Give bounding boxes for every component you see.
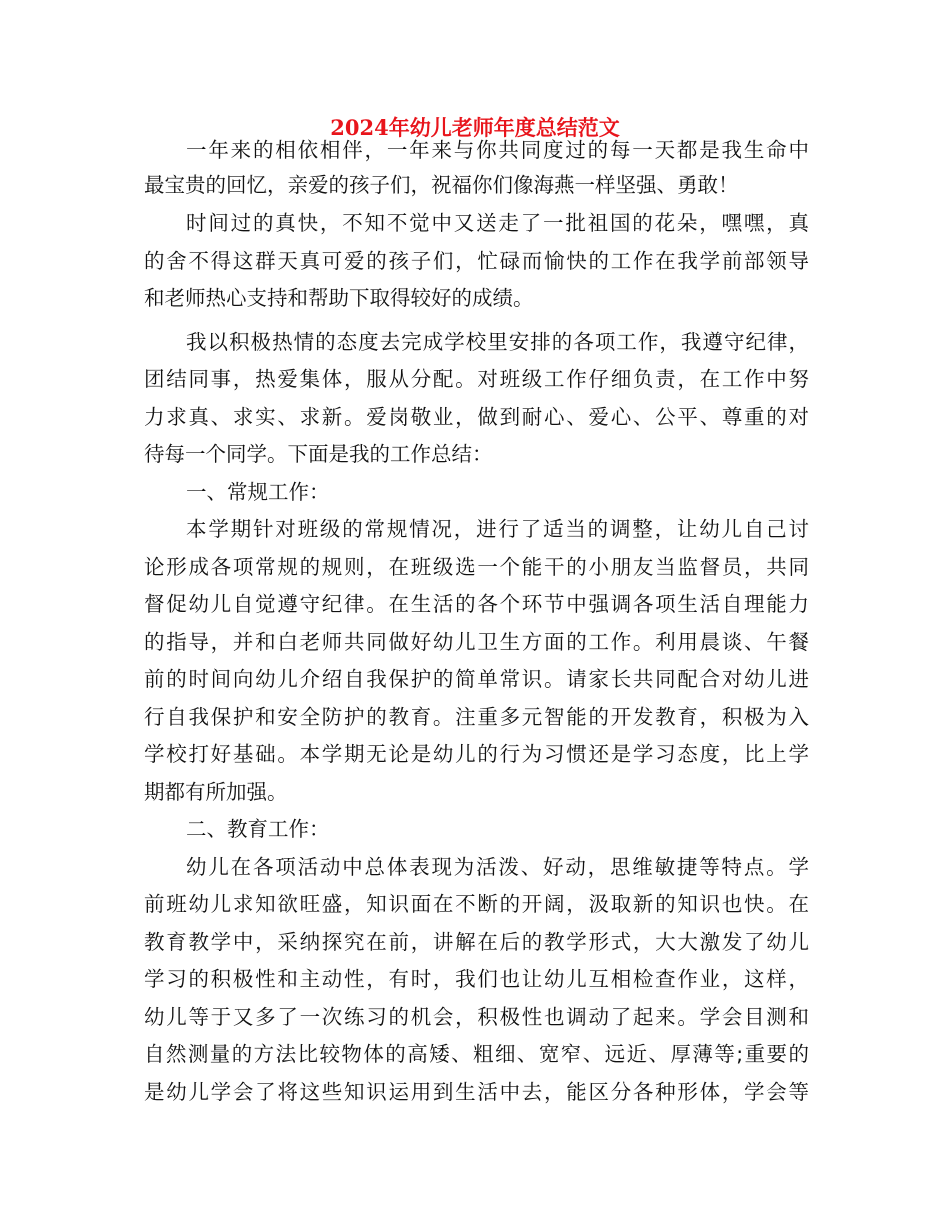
text-line: 幼儿等于又多了一次练习的机会，积极性也调动了起来。学会目测和: [144, 1004, 809, 1029]
text-line: 和老师热心支持和帮助下取得较好的成绩。: [144, 286, 534, 310]
text-line: 学校打好基础。本学期无论是幼儿的行为习惯还是学习态度，比上学: [144, 742, 809, 766]
text-line: 前班幼儿求知欲旺盛，知识面在不断的开阔，汲取新的知识也快。在: [144, 892, 809, 916]
paragraph: [144, 849, 809, 1112]
paragraph: [144, 133, 809, 203]
text-line: 的指导，并和白老师共同做好幼儿卫生方面的工作。利用晨谈、午餐: [144, 629, 809, 654]
text-line: 期都有所加强。: [144, 779, 288, 804]
text-line: 的舍不得这群天真可爱的孩子们，忙碌而愉快的工作在我学前部领导: [144, 248, 809, 273]
text-line: 前的时间向幼儿介绍自我保护的简单常识。请家长共同配合对幼儿进: [144, 667, 809, 691]
text-line: 二、教育工作：: [186, 817, 330, 841]
section-heading: [144, 474, 809, 512]
text-line: 督促幼儿自觉遵守纪律。在生活的各个环节中强调各项生活自理能力: [144, 592, 809, 616]
text-line: 教育教学中，采纳探究在前，讲解在后的教学形式，大大激发了幼儿: [144, 929, 809, 954]
text-line: 论形成各项常规的规则，在班级选一个能干的小朋友当监督员，共同: [144, 554, 809, 579]
paragraph: [144, 205, 809, 318]
text-line: 本学期针对班级的常规情况，进行了适当的调整，让幼儿自己讨: [186, 517, 809, 541]
text-line: 幼儿在各项活动中总体表现为活泼、好动，思维敏捷等特点。学: [186, 854, 809, 879]
text-line: 是幼儿学会了将这些知识运用到生活中去，能区分各种形体，学会等: [144, 1079, 809, 1104]
text-line: 一年来的相依相伴，一年来与你共同度过的每一天都是我生命中: [186, 138, 809, 162]
document-body: [144, 133, 809, 1111]
text-line: 行自我保护和安全防护的教育。注重多元智能的开发教育，积极为入: [144, 704, 809, 729]
document-title: 2024年幼儿老师年度总结范文: [330, 115, 620, 140]
section-heading: [144, 811, 809, 849]
text-line: 一、常规工作：: [186, 479, 330, 504]
text-line: 自然测量的方法比较物体的高矮、粗细、宽窄、远近、厚薄等;重要的: [144, 1042, 809, 1066]
text-line: 时间过的真快，不知不觉中又送走了一批祖国的花朵，嘿嘿，真: [186, 211, 809, 235]
text-line: 力求真、求实、求新。爱岗敬业，做到耐心、爱心、公平、尊重的对: [144, 404, 809, 429]
text-line: 最宝贵的回忆，亲爱的孩子们，祝福你们像海燕一样坚强、勇敢！: [144, 173, 739, 197]
text-line: 学习的积极性和主动性，有时，我们也让幼儿互相检查作业，这样，: [144, 967, 809, 991]
text-line: 团结同事，热爱集体，服从分配。对班级工作仔细负责，在工作中努: [144, 367, 809, 391]
text-line: 我以积极热情的态度去完成学校里安排的各项工作，我遵守纪律，: [186, 329, 809, 354]
text-line: 待每一个同学。下面是我的工作总结：: [144, 442, 493, 466]
paragraph: [144, 511, 809, 811]
paragraph: [144, 324, 809, 474]
